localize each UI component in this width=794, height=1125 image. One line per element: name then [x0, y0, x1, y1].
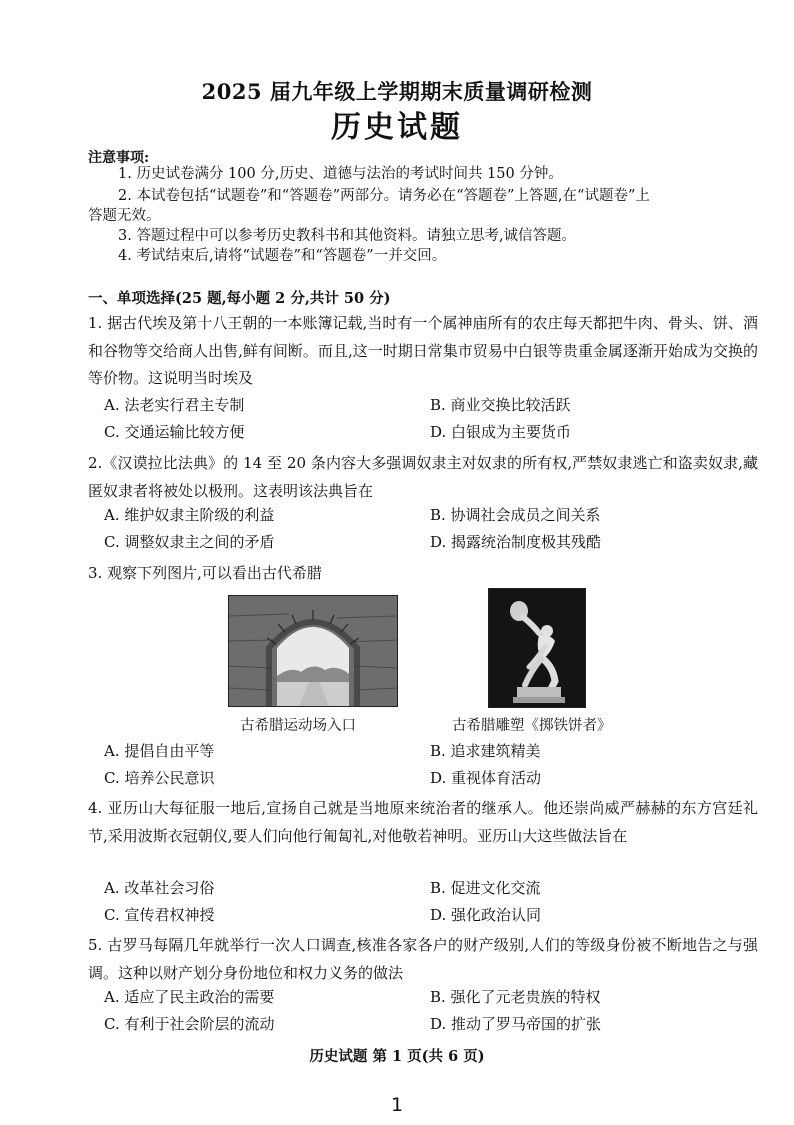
stadium-entrance-image — [228, 595, 398, 707]
option-a[interactable]: A. 改革社会习俗 — [104, 879, 215, 897]
option-c[interactable]: C. 调整奴隶主之间的矛盾 — [104, 533, 275, 551]
question-stem: 5. 古罗马每隔几年就举行一次人口调查,核准各家各户的财产级别,人们的等级身份被不断地告之与强调。这种以财产划分身份地位和权力义务的做法 — [88, 936, 758, 982]
option-b[interactable]: B. 追求建筑精美 — [430, 742, 541, 760]
option-c[interactable]: C. 培养公民意识 — [104, 769, 215, 787]
note-item-continuation: 答题无效。 — [88, 208, 161, 224]
option-c[interactable]: C. 有利于社会阶层的流动 — [104, 1015, 275, 1033]
option-a[interactable]: A. 提倡自由平等 — [104, 742, 215, 760]
question-stem: 3. 观察下列图片,可以看出古代希腊 — [88, 564, 322, 582]
note-item: 4. 考试结束后,请将“试题卷”和“答题卷”一并交回。 — [118, 248, 447, 264]
option-b[interactable]: B. 强化了元老贵族的特权 — [430, 988, 601, 1006]
question-stem: 2.《汉谟拉比法典》的 14 至 20 条内容大多强调奴隶主对奴隶的所有权,严禁奴隶逃亡和盗卖奴隶,藏匿奴隶者将被处以极刑。这表明该法典旨在 — [88, 454, 758, 500]
page-number: 1 — [390, 1094, 404, 1116]
option-a[interactable]: A. 法老实行君主专制 — [104, 396, 245, 414]
page-footer: 历史试题 第 1 页(共 6 页) — [309, 1048, 485, 1065]
option-a[interactable]: A. 维护奴隶主阶级的利益 — [104, 506, 275, 524]
option-d[interactable]: D. 推动了罗马帝国的扩张 — [430, 1015, 602, 1033]
option-d[interactable]: D. 白银成为主要货币 — [430, 423, 572, 441]
note-item: 2. 本试卷包括“试题卷”和“答题卷”两部分。请务必在“答题卷”上答题,在“试题卷”上 — [118, 188, 650, 204]
option-b[interactable]: B. 促进文化交流 — [430, 879, 541, 897]
notes-heading: 注意事项: — [88, 150, 150, 166]
section-heading: 一、单项选择(25 题,每小题 2 分,共计 50 分) — [88, 290, 391, 307]
option-d[interactable]: D. 揭露统治制度极其残酷 — [430, 533, 602, 551]
image-caption-stadium: 古希腊运动场入口 — [240, 718, 356, 734]
question-stem: 1. 据古代埃及第十八王朝的一本账簿记载,当时有一个属神庙所有的农庄每天都把牛肉、骨头、饼、酒和谷物等交给商人出售,鲜有间断。而且,这一时期日常集市贸易中白银等贵重金属逐渐开始成为交换的等价物。这说明当时埃及 — [88, 314, 758, 387]
note-item: 1. 历史试卷满分 100 分,历史、道德与法治的考试时间共 150 分钟。 — [118, 166, 563, 182]
option-d[interactable]: D. 强化政治认同 — [430, 906, 542, 924]
question-stem: 4. 亚历山大每征服一地后,宣扬自己就是当地原来统治者的继承人。他还崇尚威严赫赫的东方宫廷礼节,采用波斯衣冠朝仪,要人们向他行匍匐礼,对他敬若神明。亚历山大这些做法旨在 — [88, 799, 758, 845]
image-caption-statue: 古希腊雕塑《掷铁饼者》 — [452, 718, 612, 734]
option-c[interactable]: C. 交通运输比较方便 — [104, 423, 245, 441]
option-d[interactable]: D. 重视体育活动 — [430, 769, 542, 787]
discobolus-statue-image — [488, 588, 586, 708]
option-b[interactable]: B. 协调社会成员之间关系 — [430, 506, 601, 524]
subject-title: 历史试题 — [331, 110, 463, 145]
exam-title: 2025 届九年级上学期期末质量调研检测 — [201, 79, 593, 104]
option-a[interactable]: A. 适应了民主政治的需要 — [104, 988, 275, 1006]
option-c[interactable]: C. 宣传君权神授 — [104, 906, 215, 924]
note-item: 3. 答题过程中可以参考历史教科书和其他资料。请独立思考,诚信答题。 — [118, 228, 577, 244]
option-b[interactable]: B. 商业交换比较活跃 — [430, 396, 571, 414]
